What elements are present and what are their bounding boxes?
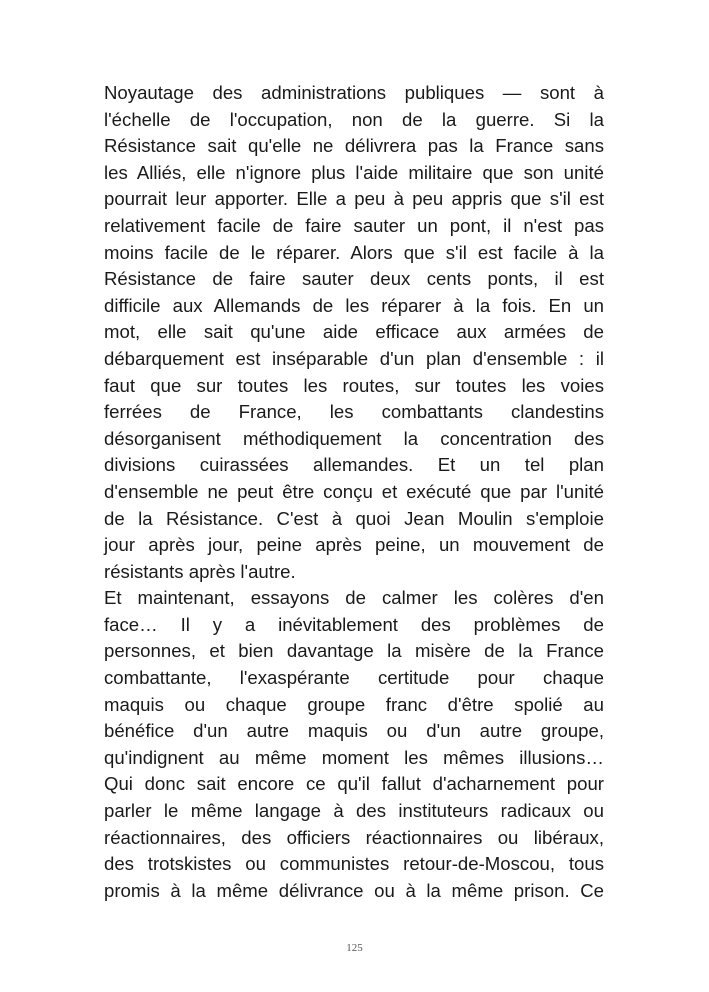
text-line: bénéfice d'un autre maquis ou d'un autre groupe, bbox=[104, 720, 604, 742]
text-line: faut que sur toutes les routes, sur toutes les voies bbox=[104, 374, 604, 396]
text-line: Résistance sait qu'elle ne délivrera pas la France sans bbox=[104, 135, 604, 157]
text-line: ferrées de France, les combattants clandestins bbox=[104, 401, 604, 423]
text-line: personnes, et bien davantage la misère de la France bbox=[104, 640, 604, 662]
text-line: Noyautage des administrations publiques — sont à bbox=[104, 82, 604, 103]
text-line: de la Résistance. C'est à quoi Jean Moulin s'emploie bbox=[104, 507, 604, 529]
paragraph-1 bbox=[104, 80, 604, 585]
text-line: divisions cuirassées allemandes. Et un tel plan bbox=[104, 454, 604, 476]
paragraph-2 bbox=[104, 585, 604, 904]
text-line: d'ensemble ne peut être conçu et exécuté que par l'unité bbox=[104, 480, 604, 502]
text-line: maquis ou chaque groupe franc d'être spolié au bbox=[104, 693, 604, 715]
text-line: jour après jour, peine après peine, un mouvement de bbox=[104, 534, 604, 556]
text-line: moins facile de le réparer. Alors que s'il est facile à la bbox=[104, 241, 604, 263]
text-line: difficile aux Allemands de les réparer à la fois. En un bbox=[104, 294, 604, 316]
text-line: combattante, l'exaspérante certitude pour chaque bbox=[104, 667, 604, 689]
text-line: résistants après l'autre. bbox=[104, 560, 296, 582]
text-line: désorganisent méthodiquement la concentration des bbox=[104, 427, 604, 449]
text-line: l'échelle de l'occupation, non de la guerre. Si la bbox=[104, 108, 604, 130]
body-text bbox=[104, 80, 604, 904]
text-line: les Alliés, elle n'ignore plus l'aide militaire que son unité bbox=[104, 161, 604, 183]
page-number: 125 bbox=[346, 942, 363, 954]
text-line: mot, elle sait qu'une aide efficace aux armées de bbox=[104, 321, 604, 343]
text-line: promis à la même délivrance ou à la même prison. Ce bbox=[104, 879, 604, 901]
text-line: face… Il y a inévitablement des problèmes de bbox=[104, 613, 604, 635]
text-line: Résistance de faire sauter deux cents ponts, il est bbox=[104, 268, 604, 290]
text-line: réactionnaires, des officiers réactionnaires ou libéraux, bbox=[104, 826, 604, 848]
text-line: qu'indignent au même moment les mêmes illusions… bbox=[104, 746, 604, 768]
text-line: parler le même langage à des instituteurs radicaux ou bbox=[104, 800, 604, 822]
text-line: des trotskistes ou communistes retour-de-Moscou, tous bbox=[104, 853, 604, 875]
text-line: débarquement est inséparable d'un plan d'ensemble : il bbox=[104, 347, 604, 369]
text-line: relativement facile de faire sauter un pont, il n'est pas bbox=[104, 214, 604, 236]
text-line: Qui donc sait encore ce qu'il fallut d'acharnement pour bbox=[104, 773, 604, 795]
text-line: Et maintenant, essayons de calmer les colères d'en bbox=[104, 587, 604, 609]
text-line: pourrait leur apporter. Elle a peu à peu appris que s'il est bbox=[104, 188, 604, 210]
